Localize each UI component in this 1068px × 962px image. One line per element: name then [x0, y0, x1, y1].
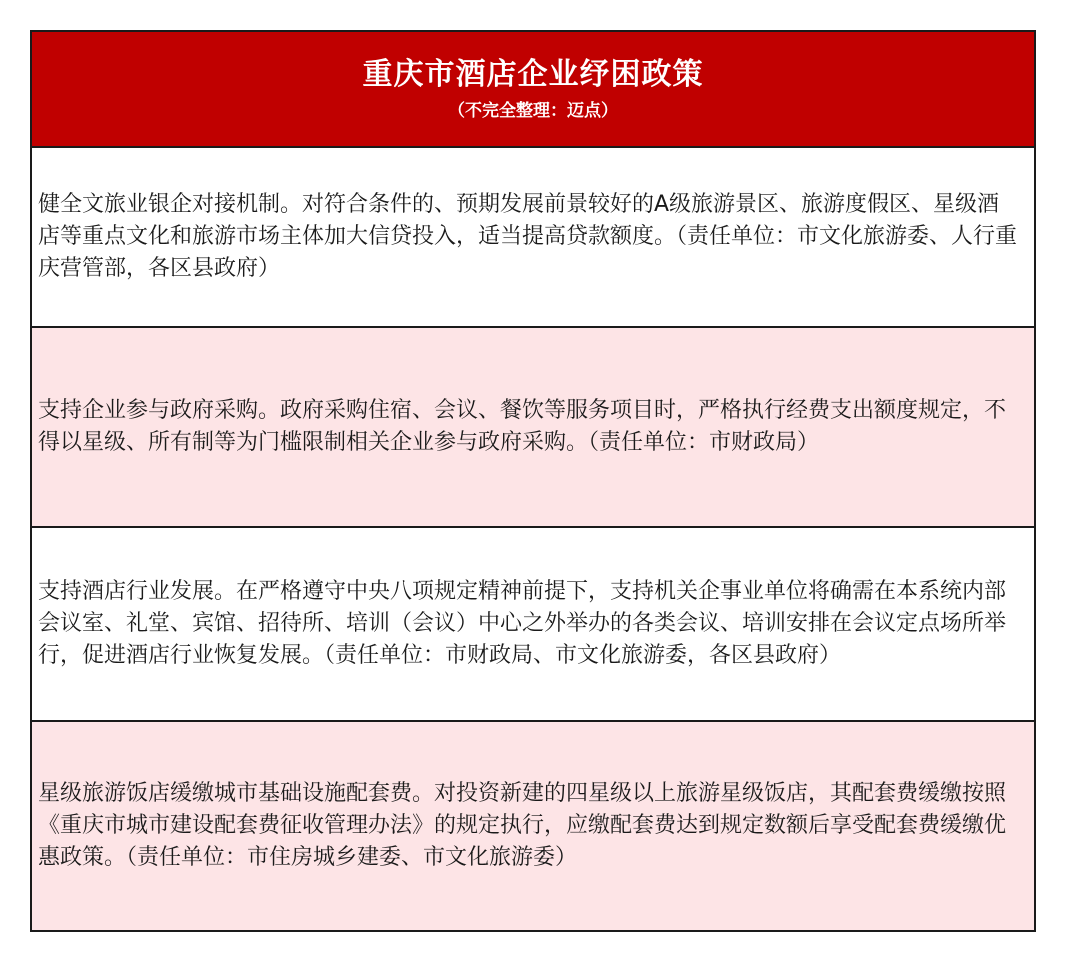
policy-table: [30, 30, 1036, 932]
policy-text: 健全文旅业银企对接机制。对符合条件的、预期发展前景较好的A级旅游景区、旅游度假区、星级酒店等重点文化和旅游市场主体加大信贷投入，适当提高贷款额度。（责任单位：市文化旅游委、人行重庆营管部，各区县政府）: [38, 192, 1018, 281]
policy-text: 星级旅游饭店缓缴城市基础设施配套费。对投资新建的四星级以上旅游星级饭店，其配套费缓缴按照《重庆市城市建设配套费征收管理办法》的规定执行，应缴配套费达到规定数额后享受配套费缓缴优惠政策。（责任单位：市住房城乡建委、市文化旅游委）: [38, 781, 1007, 870]
policy-row-credit: [32, 148, 1034, 328]
policy-row-procurement: [32, 328, 1034, 528]
policy-text: 支持企业参与政府采购。政府采购住宿、会议、餐饮等服务项目时，严格执行经费支出额度规定，不得以星级、所有制等为门槛限制相关企业参与政府采购。（责任单位：市财政局）: [38, 398, 1007, 455]
policy-row-fee-deferral: [32, 722, 1034, 930]
page-title: 重庆市酒店企业纾困政策: [362, 57, 704, 92]
table-header: [32, 32, 1034, 148]
page-subtitle: （不完全整理：迈点）: [448, 101, 618, 121]
policy-text: 支持酒店行业发展。在严格遵守中央八项规定精神前提下，支持机关企事业单位将确需在本系统内部会议室、礼堂、宾馆、招待所、培训（会议）中心之外举办的各类会议、培训安排在会议定点场所举行，促进酒店行业恢复发展。（责任单位：市财政局、市文化旅游委，各区县政府）: [38, 579, 1007, 668]
policy-row-hotel-industry: [32, 528, 1034, 722]
